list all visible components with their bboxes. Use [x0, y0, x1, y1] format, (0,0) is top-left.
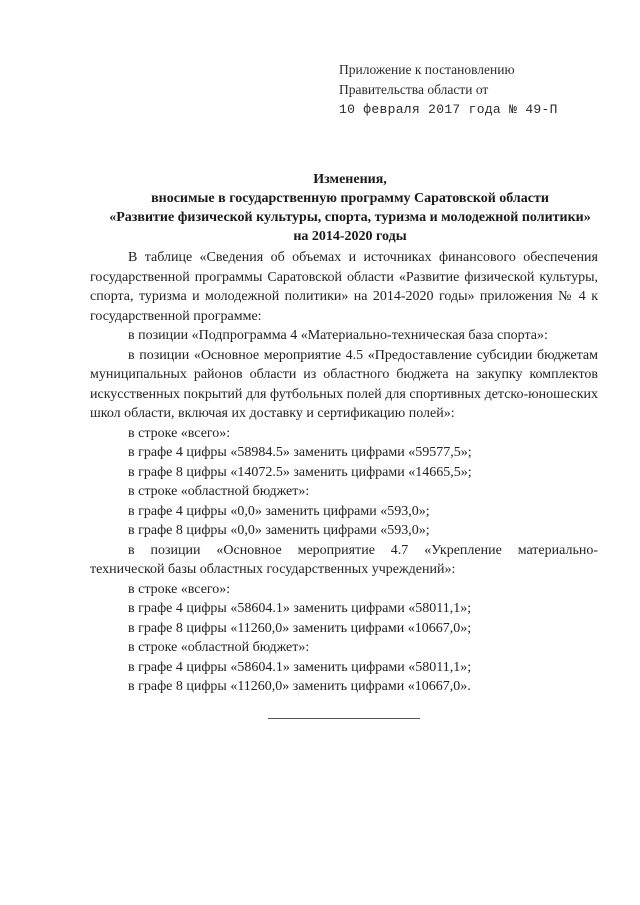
appendix-line-1: Приложение к постановлению: [339, 62, 515, 77]
paragraph-intro: В таблице «Сведения об объемах и источниках финансового обеспечения государственной программы Саратовской области «Развитие физической культуры, спорта, туризма и молодежной политики» на 2014-2020 годы» приложения № 4 к государственной программе:: [90, 250, 598, 324]
paragraph-row-total-1: в строке «всего»:: [128, 425, 231, 441]
title-line-3: «Развитие физической культуры, спорта, туризма и молодежной политики»: [109, 210, 591, 225]
paragraph-col8-4: в графе 8 цифры «11260,0» заменить цифрами «10667,0».: [128, 679, 471, 694]
appendix-header: [339, 60, 558, 120]
title-line-1: Изменения,: [313, 172, 387, 187]
paragraph-col8-1: в графе 8 цифры «14072.5» заменить цифрами «14665,5»;: [128, 464, 472, 480]
paragraph-col8-2: в графе 8 цифры «0,0» заменить цифрами «593,0»;: [128, 523, 430, 538]
title-line-2: вносимые в государственную программу Саратовской области: [151, 191, 549, 206]
paragraph-position-3: в позиции «Основное мероприятие 4.7 «Укрепление материально-технической базы областных государственных учреждений»:: [90, 542, 598, 577]
appendix-line-2: Правительства области от: [339, 82, 489, 97]
paragraph-position-2: в позиции «Основное мероприятие 4.5 «Предоставление субсидии бюджетам муниципальных районов области из областного бюджета на закупку комплектов искусственных покрытий для футбольных полей для спортивных детско-юношеских школ области, включая их доставку и сертификацию полей»:: [90, 347, 598, 421]
paragraph-row-regional-2: в строке «областной бюджет»:: [128, 640, 310, 655]
document-title: [0, 170, 640, 246]
paragraph-col4-3: в графе 4 цифры «58604.1» заменить цифрами «58011,1»;: [128, 601, 472, 616]
document-body: [90, 248, 598, 697]
paragraph-row-total-2: в строке «всего»:: [128, 581, 231, 597]
paragraph-col4-2: в графе 4 цифры «0,0» заменить цифрами «593,0»;: [128, 503, 430, 519]
title-line-4: на 2014-2020 годы: [293, 229, 407, 244]
paragraph-col8-3: в графе 8 цифры «11260,0» заменить цифрами «10667,0»;: [128, 620, 472, 636]
appendix-date-number: 10 февраля 2017 года № 49-П: [339, 102, 558, 117]
paragraph-position-1: в позиции «Подпрограмма 4 «Материально-техническая база спорта»:: [128, 328, 548, 343]
paragraph-col4-4: в графе 4 цифры «58604.1» заменить цифрами «58011,1»;: [128, 659, 472, 675]
closing-rule: [268, 718, 420, 719]
paragraph-col4-1: в графе 4 цифры «58984.5» заменить цифрами «59577,5»;: [128, 445, 472, 460]
paragraph-row-regional-1: в строке «областной бюджет»:: [128, 484, 310, 499]
